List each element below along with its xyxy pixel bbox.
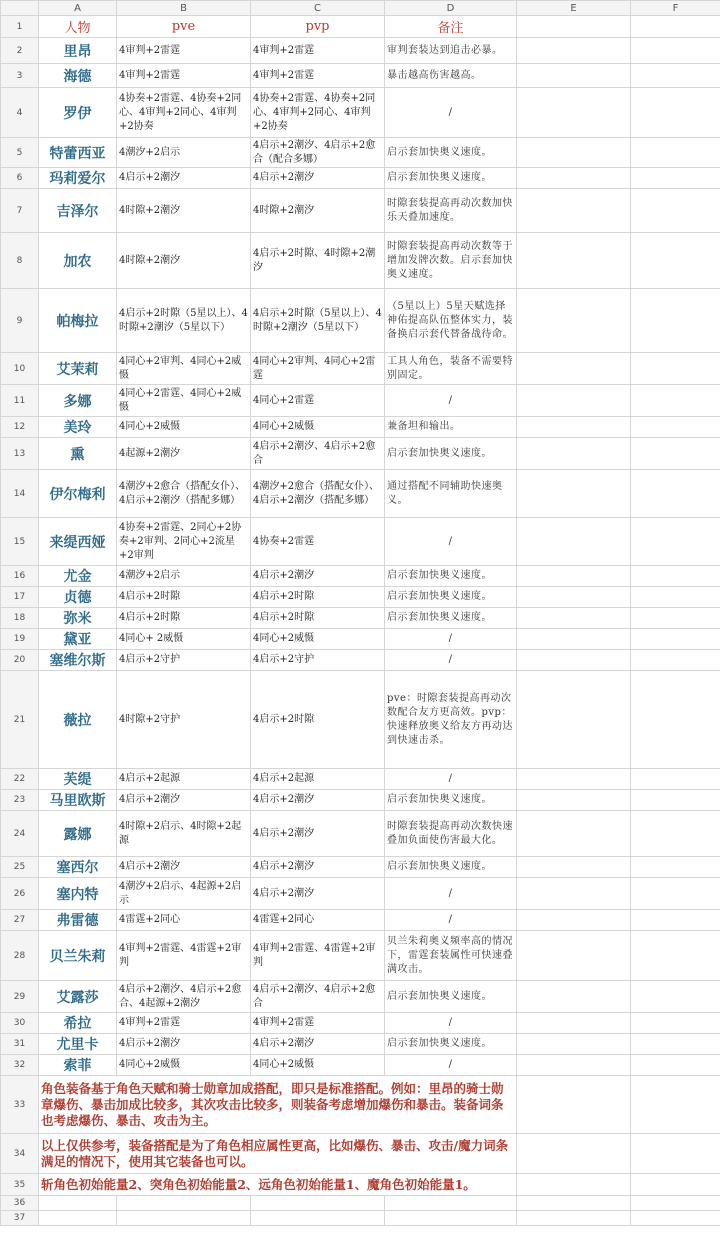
column-header-a[interactable]: A <box>39 1 117 16</box>
empty-cell[interactable] <box>517 910 631 931</box>
character-name-cell[interactable]: 吉泽尔 <box>39 189 117 233</box>
table-row <box>1 811 720 857</box>
note-cell[interactable]: 时隙套装提高再动次数快速叠加负面使伤害最大化。 <box>385 811 517 857</box>
character-name-cell[interactable]: 塞内特 <box>39 878 117 910</box>
pvp-build-cell[interactable]: 4审判+2雷霆 <box>251 1013 385 1034</box>
empty-cell[interactable] <box>117 1211 251 1226</box>
note-cell[interactable]: / <box>385 650 517 671</box>
column-header-row <box>1 1 720 16</box>
table-row <box>1 629 720 650</box>
pve-build-cell[interactable]: 4同心+2威慑 <box>117 1055 251 1076</box>
pve-build-cell[interactable]: 4审判+2雷霆 <box>117 38 251 64</box>
row-number[interactable]: 3 <box>1 64 39 88</box>
pvp-build-cell[interactable]: 4同心+2威慑 <box>251 1055 385 1076</box>
character-name-cell[interactable]: 来缇西娅 <box>39 518 117 566</box>
pvp-build-cell[interactable]: 4同心+2威慑 <box>251 629 385 650</box>
table-row <box>1 650 720 671</box>
table-row <box>1 88 720 138</box>
pvp-build-cell[interactable]: 4启示+2守护 <box>251 650 385 671</box>
empty-cell[interactable] <box>631 233 720 289</box>
pvp-build-cell[interactable]: 4雷霆+2同心 <box>251 910 385 931</box>
pvp-build-cell[interactable]: 4同心+2威慑 <box>251 417 385 438</box>
pve-build-cell[interactable]: 4时隙+2潮汐 <box>117 189 251 233</box>
row-number[interactable]: 4 <box>1 88 39 138</box>
note-cell[interactable]: 启示套加快奥义速度。 <box>385 438 517 470</box>
note-cell[interactable]: （5星以上）5星天赋选择神佑提高队伍整体实力，装备换启示套代替备战待命。 <box>385 289 517 353</box>
character-name-cell[interactable]: 熏 <box>39 438 117 470</box>
pve-build-cell[interactable]: 4时隙+2启示、4时隙+2起源 <box>117 811 251 857</box>
row-number[interactable]: 35 <box>1 1174 39 1196</box>
pvp-build-cell[interactable]: 4启示+2潮汐、4启示+2愈合 <box>251 981 385 1013</box>
empty-cell[interactable] <box>631 769 720 790</box>
character-name-cell[interactable]: 马里欧斯 <box>39 790 117 811</box>
empty-cell[interactable] <box>517 64 631 88</box>
note-cell[interactable]: 启示套加快奥义速度。 <box>385 1034 517 1055</box>
pvp-build-cell[interactable]: 4启示+2潮汐 <box>251 1034 385 1055</box>
pve-build-cell[interactable]: 4同心+ 2威慑 <box>117 629 251 650</box>
pve-build-cell[interactable]: 4启示+2潮汐 <box>117 1034 251 1055</box>
row-number[interactable]: 8 <box>1 233 39 289</box>
table-row <box>1 566 720 587</box>
empty-cell[interactable] <box>117 1196 251 1211</box>
empty-cell[interactable] <box>631 353 720 385</box>
row-number[interactable]: 1 <box>1 16 39 38</box>
table-row <box>1 608 720 629</box>
character-name-cell[interactable]: 帕梅拉 <box>39 289 117 353</box>
empty-cell[interactable] <box>517 518 631 566</box>
row-number[interactable]: 16 <box>1 566 39 587</box>
character-name-cell[interactable]: 弥米 <box>39 608 117 629</box>
row-number[interactable]: 7 <box>1 189 39 233</box>
empty-cell[interactable] <box>631 168 720 189</box>
empty-cell[interactable] <box>517 790 631 811</box>
note-cell[interactable]: 贝兰朱莉奥义频率高的情况下，雷霆套装属性可快速叠满攻击。 <box>385 931 517 981</box>
empty-cell[interactable] <box>517 629 631 650</box>
note-cell[interactable]: 启示套加快奥义速度。 <box>385 168 517 189</box>
pve-build-cell[interactable]: 4审判+2雷霆 <box>117 1013 251 1034</box>
character-name-cell[interactable]: 玛莉爱尔 <box>39 168 117 189</box>
note-cell[interactable]: 启示套加快奥义速度。 <box>385 138 517 168</box>
pvp-build-cell[interactable]: 4启示+2潮汐 <box>251 168 385 189</box>
table-row <box>1 289 720 353</box>
table-row <box>1 878 720 910</box>
pvp-build-cell[interactable]: 4启示+2潮汐 <box>251 878 385 910</box>
note-cell[interactable]: 启示套加快奥义速度。 <box>385 608 517 629</box>
row-number[interactable]: 10 <box>1 353 39 385</box>
row-number[interactable]: 26 <box>1 878 39 910</box>
note-cell[interactable]: 工具人角色，装备不需要特别固定。 <box>385 353 517 385</box>
pvp-build-cell[interactable]: 4潮汐+2愈合（搭配女仆）、4启示+2潮汐（搭配多娜） <box>251 470 385 518</box>
table-row <box>1 438 720 470</box>
footer-note-row <box>1 1076 720 1134</box>
empty-cell[interactable] <box>631 629 720 650</box>
table-row <box>1 470 720 518</box>
table-row <box>1 671 720 769</box>
empty-cell[interactable] <box>39 1196 117 1211</box>
row-number[interactable]: 34 <box>1 1134 39 1174</box>
empty-cell[interactable] <box>631 1013 720 1034</box>
pvp-build-cell[interactable]: 4审判+2雷霆 <box>251 64 385 88</box>
note-cell[interactable]: 启示套加快奥义速度。 <box>385 981 517 1013</box>
row-number[interactable]: 20 <box>1 650 39 671</box>
table-row <box>1 518 720 566</box>
table-row <box>1 981 720 1013</box>
pve-build-cell[interactable]: 4启示+2潮汐、4启示+2愈合、4起源+2潮汐 <box>117 981 251 1013</box>
empty-cell[interactable] <box>517 417 631 438</box>
header-cell-pve[interactable]: pve <box>117 16 251 38</box>
pvp-build-cell[interactable]: 4启示+2时隙、4时隙+2潮汐 <box>251 233 385 289</box>
empty-cell[interactable] <box>39 1211 117 1226</box>
note-cell[interactable]: / <box>385 1055 517 1076</box>
table-row <box>1 385 720 417</box>
column-header-f[interactable]: F <box>631 1 720 16</box>
note-cell[interactable]: / <box>385 910 517 931</box>
character-name-cell[interactable]: 贝兰朱莉 <box>39 931 117 981</box>
empty-cell[interactable] <box>631 289 720 353</box>
row-number[interactable]: 12 <box>1 417 39 438</box>
pvp-build-cell[interactable]: 4协奏+2雷霆 <box>251 518 385 566</box>
empty-cell[interactable] <box>517 1174 631 1196</box>
empty-cell[interactable] <box>517 566 631 587</box>
table-row <box>1 1055 720 1076</box>
note-cell[interactable]: 启示套加快奥义速度。 <box>385 566 517 587</box>
pvp-build-cell[interactable]: 4启示+2起源 <box>251 769 385 790</box>
empty-cell[interactable] <box>631 189 720 233</box>
note-cell[interactable]: 启示套加快奥义速度。 <box>385 587 517 608</box>
note-cell[interactable]: / <box>385 518 517 566</box>
empty-cell[interactable] <box>631 671 720 769</box>
empty-cell[interactable] <box>631 811 720 857</box>
row-number[interactable]: 13 <box>1 438 39 470</box>
table-row <box>1 189 720 233</box>
note-cell[interactable]: 暴击越高伤害越高。 <box>385 64 517 88</box>
empty-cell[interactable] <box>631 981 720 1013</box>
column-header-e[interactable]: E <box>517 1 631 16</box>
note-cell[interactable]: 通过搭配不同辅助快速奥义。 <box>385 470 517 518</box>
row-number[interactable]: 27 <box>1 910 39 931</box>
empty-cell[interactable] <box>517 587 631 608</box>
empty-cell[interactable] <box>251 1196 385 1211</box>
pve-build-cell[interactable]: 4同心+2雷霆、4同心+2威慑 <box>117 385 251 417</box>
row-number[interactable]: 14 <box>1 470 39 518</box>
character-name-cell[interactable]: 艾露莎 <box>39 981 117 1013</box>
empty-cell[interactable] <box>517 1134 631 1174</box>
pvp-build-cell[interactable]: 4启示+2潮汐 <box>251 566 385 587</box>
empty-cell[interactable] <box>517 16 631 38</box>
empty-cell[interactable] <box>517 671 631 769</box>
character-name-cell[interactable]: 贞德 <box>39 587 117 608</box>
pve-build-cell[interactable]: 4启示+2起源 <box>117 769 251 790</box>
empty-cell[interactable] <box>631 1055 720 1076</box>
note-cell[interactable]: 启示套加快奥义速度。 <box>385 790 517 811</box>
note-cell[interactable]: / <box>385 88 517 138</box>
empty-cell[interactable] <box>631 88 720 138</box>
character-name-cell[interactable]: 希拉 <box>39 1013 117 1034</box>
empty-cell[interactable] <box>631 16 720 38</box>
character-name-cell[interactable]: 弗雷德 <box>39 910 117 931</box>
empty-cell[interactable] <box>517 650 631 671</box>
character-name-cell[interactable]: 加农 <box>39 233 117 289</box>
table-row <box>1 910 720 931</box>
pve-build-cell[interactable]: 4同心+2审判、4同心+2威慑 <box>117 353 251 385</box>
pve-build-cell[interactable]: 4启示+2守护 <box>117 650 251 671</box>
pvp-build-cell[interactable]: 4启示+2时隙 <box>251 608 385 629</box>
character-name-cell[interactable]: 海德 <box>39 64 117 88</box>
empty-cell[interactable] <box>517 1076 631 1134</box>
empty-cell[interactable] <box>517 981 631 1013</box>
empty-cell[interactable] <box>517 138 631 168</box>
note-cell[interactable]: / <box>385 385 517 417</box>
empty-cell[interactable] <box>517 1013 631 1034</box>
pve-build-cell[interactable]: 4审判+2雷霆 <box>117 64 251 88</box>
pve-build-cell[interactable]: 4雷霆+2同心 <box>117 910 251 931</box>
pvp-build-cell[interactable]: 4启示+2潮汐、4启示+2愈合 <box>251 438 385 470</box>
note-cell[interactable]: 时隙套装提高再动次数等于增加发牌次数。启示套加快奥义速度。 <box>385 233 517 289</box>
empty-cell[interactable] <box>517 878 631 910</box>
empty-cell[interactable] <box>631 931 720 981</box>
pvp-build-cell[interactable]: 4启示+2潮汐 <box>251 811 385 857</box>
empty-cell[interactable] <box>631 1134 720 1174</box>
pve-build-cell[interactable]: 4潮汐+2启示 <box>117 566 251 587</box>
header-cell-name[interactable]: 人物 <box>39 16 117 38</box>
column-header-b[interactable]: B <box>117 1 251 16</box>
pve-build-cell[interactable]: 4启示+2时隙 <box>117 608 251 629</box>
row-number[interactable]: 11 <box>1 385 39 417</box>
footer-note-row <box>1 1134 720 1174</box>
table-row <box>1 1034 720 1055</box>
empty-cell[interactable] <box>631 138 720 168</box>
empty-row <box>1 1211 720 1226</box>
note-cell[interactable]: 兼备坦和输出。 <box>385 417 517 438</box>
empty-cell[interactable] <box>517 88 631 138</box>
row-number[interactable]: 32 <box>1 1055 39 1076</box>
row-number[interactable]: 37 <box>1 1211 39 1226</box>
table-row <box>1 64 720 88</box>
table-row <box>1 138 720 168</box>
empty-cell[interactable] <box>631 1076 720 1134</box>
footer-note-cell[interactable]: 以上仅供参考，装备搭配是为了角色相应属性更高，比如爆伤、暴击、攻击/魔力词条满足的情况下，使用其它装备也可以。 <box>39 1134 517 1174</box>
note-cell[interactable]: / <box>385 629 517 650</box>
empty-cell[interactable] <box>631 910 720 931</box>
row-number[interactable]: 5 <box>1 138 39 168</box>
empty-cell[interactable] <box>631 438 720 470</box>
row-number[interactable]: 18 <box>1 608 39 629</box>
pve-build-cell[interactable]: 4启示+2时隙 <box>117 587 251 608</box>
character-name-cell[interactable]: 尤金 <box>39 566 117 587</box>
empty-cell[interactable] <box>251 1211 385 1226</box>
empty-cell[interactable] <box>631 650 720 671</box>
character-name-cell[interactable]: 索菲 <box>39 1055 117 1076</box>
column-header-d[interactable]: D <box>385 1 517 16</box>
row-number[interactable]: 21 <box>1 671 39 769</box>
pvp-build-cell[interactable]: 4启示+2潮汐 <box>251 790 385 811</box>
pvp-build-cell[interactable]: 4启示+2时隙 <box>251 587 385 608</box>
pve-build-cell[interactable]: 4启示+2潮汐 <box>117 168 251 189</box>
empty-cell[interactable] <box>631 790 720 811</box>
empty-cell[interactable] <box>517 385 631 417</box>
row-number[interactable]: 33 <box>1 1076 39 1134</box>
pve-build-cell[interactable]: 4审判+2雷霆、4雷霆+2审判 <box>117 931 251 981</box>
row-number[interactable]: 2 <box>1 38 39 64</box>
pve-build-cell[interactable]: 4潮汐+2愈合（搭配女仆）、4启示+2潮汐（搭配多娜） <box>117 470 251 518</box>
empty-cell[interactable] <box>631 608 720 629</box>
table-row <box>1 857 720 878</box>
note-cell[interactable]: / <box>385 1013 517 1034</box>
empty-cell[interactable] <box>517 1196 631 1211</box>
header-cell-note[interactable]: 备注 <box>385 16 517 38</box>
pve-build-cell[interactable]: 4起源+2潮汐 <box>117 438 251 470</box>
character-name-cell[interactable]: 尤里卡 <box>39 1034 117 1055</box>
row-number[interactable]: 9 <box>1 289 39 353</box>
table-row <box>1 417 720 438</box>
empty-cell[interactable] <box>517 168 631 189</box>
character-name-cell[interactable]: 芙缇 <box>39 769 117 790</box>
empty-cell[interactable] <box>385 1211 517 1226</box>
pvp-build-cell[interactable]: 4时隙+2潮汐 <box>251 189 385 233</box>
empty-cell[interactable] <box>517 1211 631 1226</box>
empty-cell[interactable] <box>631 1174 720 1196</box>
empty-cell[interactable] <box>631 566 720 587</box>
character-name-cell[interactable]: 薇拉 <box>39 671 117 769</box>
empty-cell[interactable] <box>517 608 631 629</box>
empty-cell[interactable] <box>631 1211 720 1226</box>
empty-cell[interactable] <box>517 38 631 64</box>
pve-build-cell[interactable]: 4潮汐+2启示、4起源+2启示 <box>117 878 251 910</box>
row-number[interactable]: 36 <box>1 1196 39 1211</box>
character-name-cell[interactable]: 罗伊 <box>39 88 117 138</box>
pve-build-cell[interactable]: 4同心+2威慑 <box>117 417 251 438</box>
empty-cell[interactable] <box>631 470 720 518</box>
row-number[interactable]: 22 <box>1 769 39 790</box>
character-name-cell[interactable]: 里昂 <box>39 38 117 64</box>
row-number[interactable]: 29 <box>1 981 39 1013</box>
pve-build-cell[interactable]: 4协奏+2雷霆、4协奏+2同心、4审判+2同心、4审判+2协奏 <box>117 88 251 138</box>
note-cell[interactable]: pve：时隙套装提高再动次数配合友方更高效。pvp：快速释放奥义给友方再动达到快速击杀。 <box>385 671 517 769</box>
empty-cell[interactable] <box>517 353 631 385</box>
pvp-build-cell[interactable]: 4协奏+2雷霆、4协奏+2同心、4审判+2同心、4审判+2协奏 <box>251 88 385 138</box>
empty-cell[interactable] <box>631 38 720 64</box>
pve-build-cell[interactable]: 4启示+2潮汐 <box>117 857 251 878</box>
empty-cell[interactable] <box>631 1196 720 1211</box>
pvp-build-cell[interactable]: 4审判+2雷霆、4雷霆+2审判 <box>251 931 385 981</box>
empty-cell[interactable] <box>517 931 631 981</box>
empty-cell[interactable] <box>517 811 631 857</box>
pve-build-cell[interactable]: 4潮汐+2启示 <box>117 138 251 168</box>
pvp-build-cell[interactable]: 4启示+2潮汐、4启示+2愈合（配合多娜） <box>251 138 385 168</box>
character-name-cell[interactable]: 黛亚 <box>39 629 117 650</box>
empty-cell[interactable] <box>631 878 720 910</box>
table-row <box>1 233 720 289</box>
corner-cell[interactable] <box>1 1 39 16</box>
row-number[interactable]: 31 <box>1 1034 39 1055</box>
empty-cell[interactable] <box>631 385 720 417</box>
row-number[interactable]: 30 <box>1 1013 39 1034</box>
empty-cell[interactable] <box>517 289 631 353</box>
row-number[interactable]: 19 <box>1 629 39 650</box>
pvp-build-cell[interactable]: 4审判+2雷霆 <box>251 38 385 64</box>
header-row <box>1 16 720 38</box>
table-row <box>1 790 720 811</box>
note-cell[interactable]: 启示套加快奥义速度。 <box>385 857 517 878</box>
character-name-cell[interactable]: 艾茉莉 <box>39 353 117 385</box>
row-number[interactable]: 25 <box>1 857 39 878</box>
pvp-build-cell[interactable]: 4同心+2雷霆 <box>251 385 385 417</box>
row-number[interactable]: 24 <box>1 811 39 857</box>
empty-cell[interactable] <box>631 518 720 566</box>
character-name-cell[interactable]: 多娜 <box>39 385 117 417</box>
character-name-cell[interactable]: 塞维尔斯 <box>39 650 117 671</box>
pve-build-cell[interactable]: 4启示+2潮汐 <box>117 790 251 811</box>
empty-cell[interactable] <box>385 1196 517 1211</box>
table-row <box>1 38 720 64</box>
table-row <box>1 1013 720 1034</box>
row-number[interactable]: 6 <box>1 168 39 189</box>
empty-cell[interactable] <box>631 857 720 878</box>
character-name-cell[interactable]: 伊尔梅利 <box>39 470 117 518</box>
pve-build-cell[interactable]: 4时隙+2守护 <box>117 671 251 769</box>
character-name-cell[interactable]: 美玲 <box>39 417 117 438</box>
pvp-build-cell[interactable]: 4启示+2时隙 <box>251 671 385 769</box>
empty-cell[interactable] <box>517 189 631 233</box>
character-name-cell[interactable]: 露娜 <box>39 811 117 857</box>
pvp-build-cell[interactable]: 4启示+2潮汐 <box>251 857 385 878</box>
empty-cell[interactable] <box>517 1055 631 1076</box>
note-cell[interactable]: 时隙套装提高再动次数加快乐天叠加速度。 <box>385 189 517 233</box>
table-row <box>1 353 720 385</box>
row-number[interactable]: 28 <box>1 931 39 981</box>
table-row <box>1 168 720 189</box>
note-cell[interactable]: / <box>385 769 517 790</box>
note-cell[interactable]: 审判套装达到追击必暴。 <box>385 38 517 64</box>
footer-note-row <box>1 1174 720 1196</box>
row-number[interactable]: 23 <box>1 790 39 811</box>
character-name-cell[interactable]: 特蕾西亚 <box>39 138 117 168</box>
note-cell[interactable]: / <box>385 878 517 910</box>
character-name-cell[interactable]: 塞西尔 <box>39 857 117 878</box>
row-number[interactable]: 15 <box>1 518 39 566</box>
pve-build-cell[interactable]: 4启示+2时隙（5星以上）、4时隙+2潮汐（5星以下） <box>117 289 251 353</box>
pve-build-cell[interactable]: 4时隙+2潮汐 <box>117 233 251 289</box>
table-row <box>1 769 720 790</box>
table-row <box>1 931 720 981</box>
empty-cell[interactable] <box>517 470 631 518</box>
pve-build-cell[interactable]: 4协奏+2雷霆、2同心+2协奏+2审判、2同心+2流星+2审判 <box>117 518 251 566</box>
empty-cell[interactable] <box>631 417 720 438</box>
empty-cell[interactable] <box>517 233 631 289</box>
table-row <box>1 587 720 608</box>
footer-note-cell[interactable]: 斩角色初始能量2、突角色初始能量2、远角色初始能量1、魔角色初始能量1。 <box>39 1174 517 1196</box>
empty-row <box>1 1196 720 1211</box>
pvp-build-cell[interactable]: 4同心+2审判、4同心+2雷霆 <box>251 353 385 385</box>
footer-note-cell[interactable]: 角色装备基于角色天赋和骑士勋章加成搭配，即只是标准搭配。例如：里昂的骑士勋章爆伤、暴击加成比较多，其次攻击比较多，则装备考虑增加爆伤和暴击。装备词条也考虑爆伤、暴击、攻击为主。 <box>39 1076 517 1134</box>
header-cell-pvp[interactable]: pvp <box>251 16 385 38</box>
empty-cell[interactable] <box>631 587 720 608</box>
empty-cell[interactable] <box>517 1034 631 1055</box>
pvp-build-cell[interactable]: 4启示+2时隙（5星以上）、4时隙+2潮汐（5星以下） <box>251 289 385 353</box>
empty-cell[interactable] <box>631 1034 720 1055</box>
column-header-c[interactable]: C <box>251 1 385 16</box>
row-number[interactable]: 17 <box>1 587 39 608</box>
empty-cell[interactable] <box>517 769 631 790</box>
empty-cell[interactable] <box>631 64 720 88</box>
empty-cell[interactable] <box>517 857 631 878</box>
empty-cell[interactable] <box>517 438 631 470</box>
